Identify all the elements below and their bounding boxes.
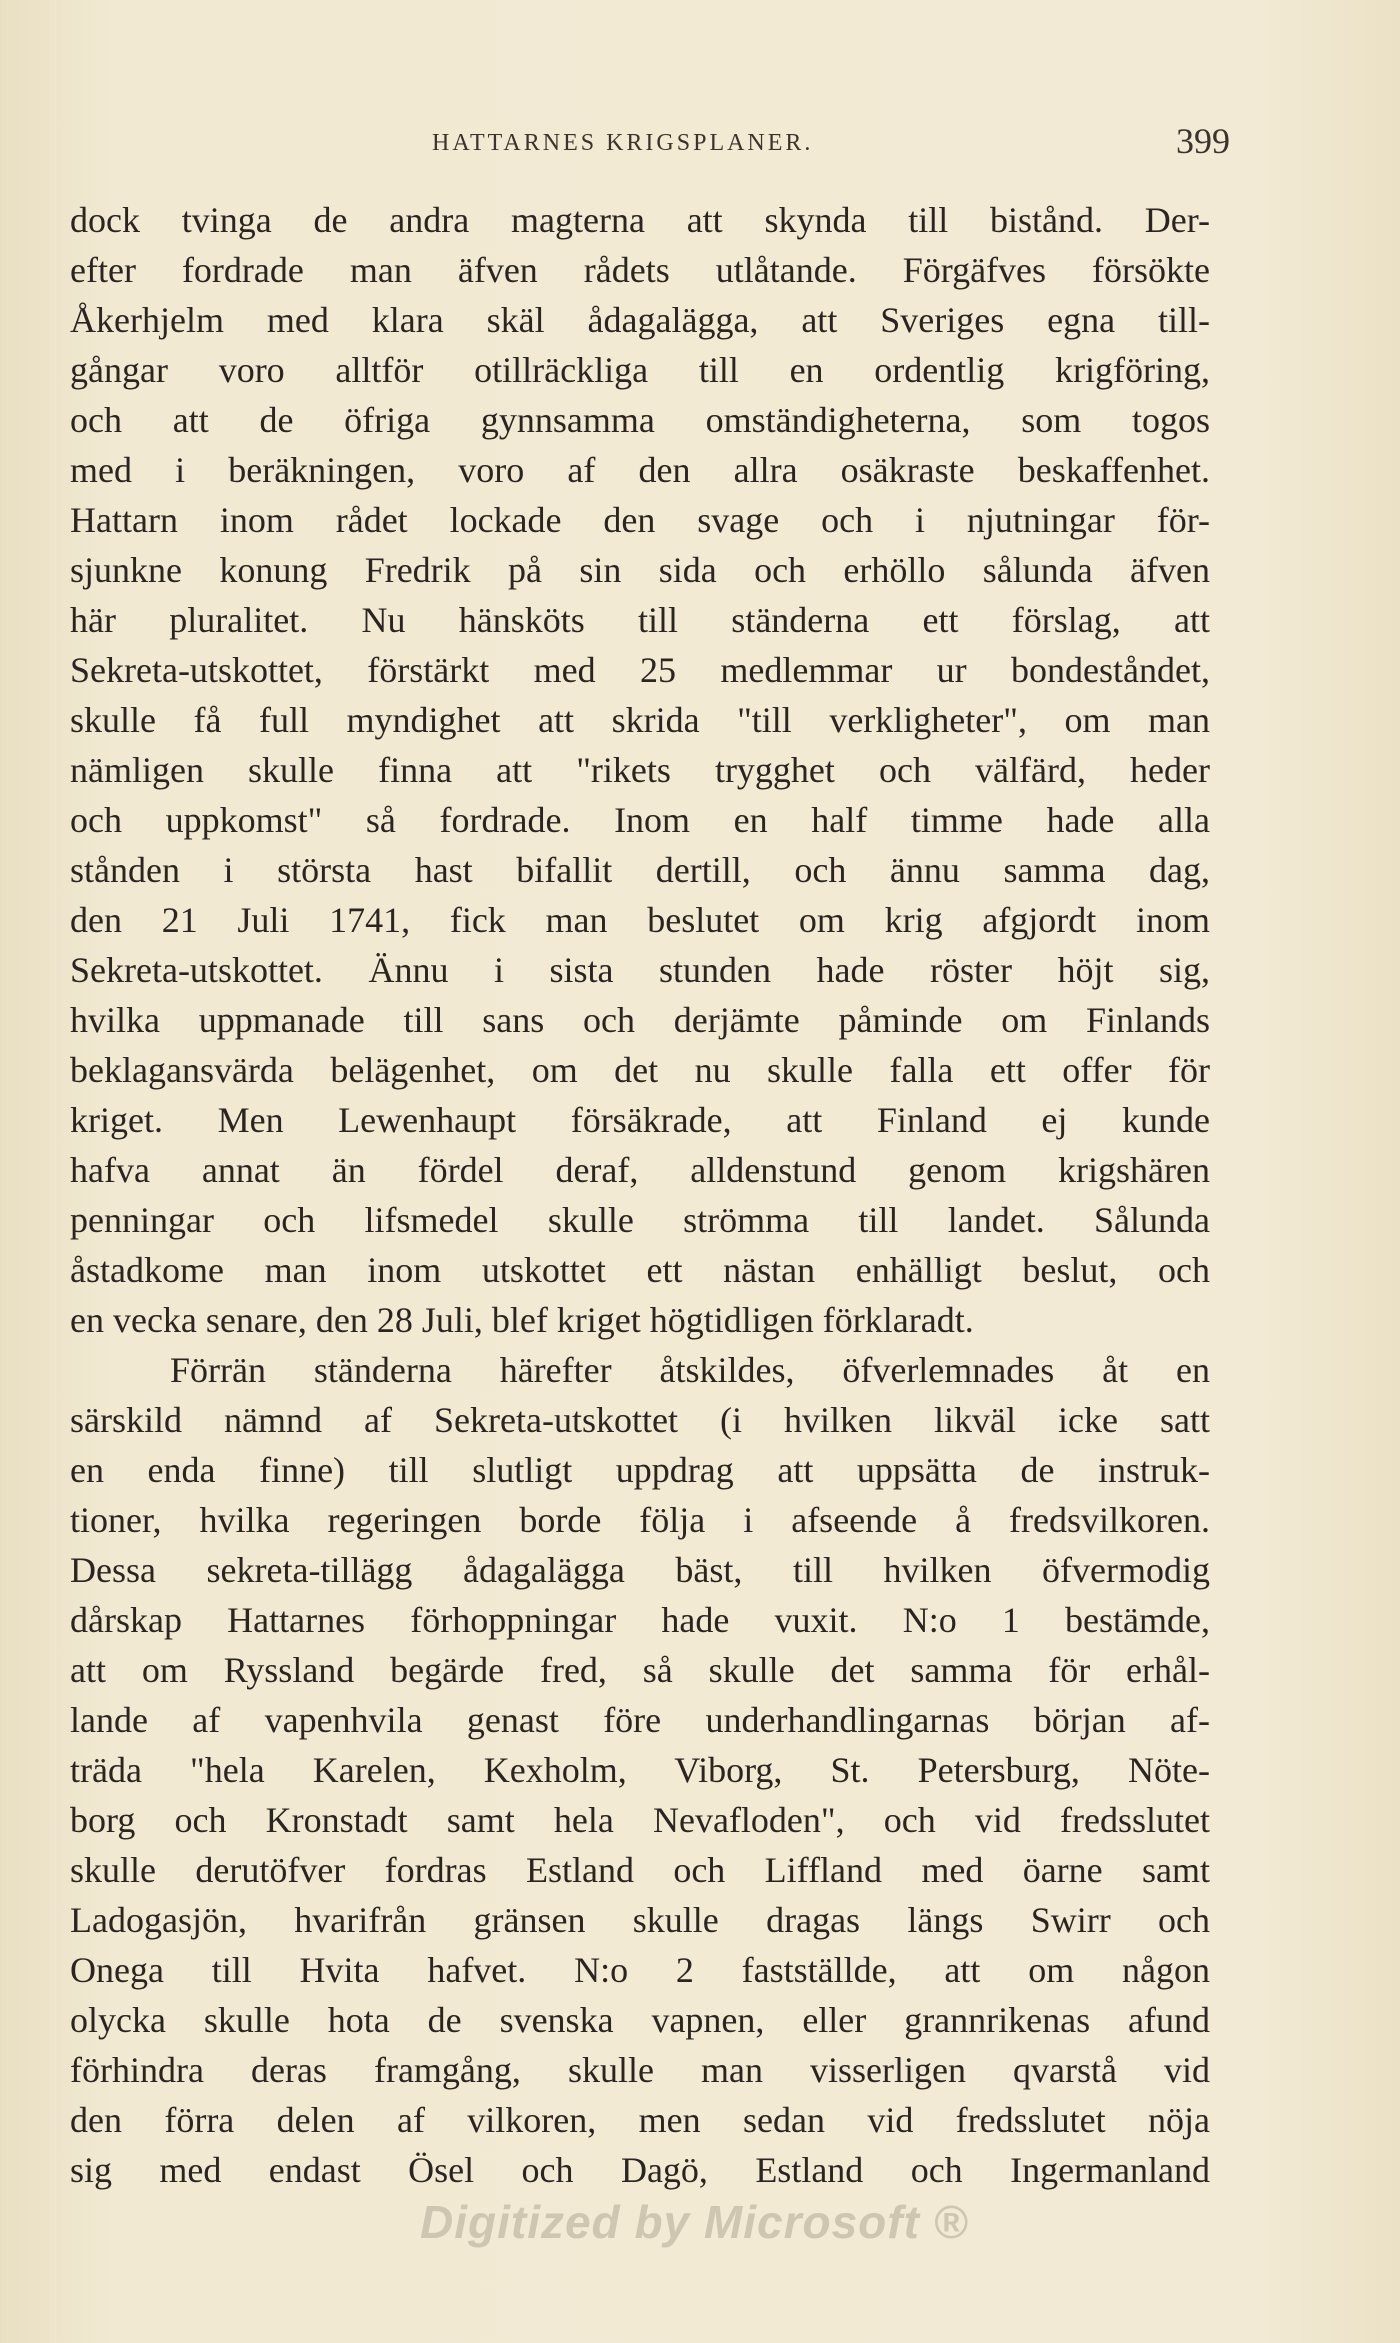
text-line: med i beräkningen, voro af den allra osäkraste beskaffenhet.	[70, 450, 1210, 490]
text-line: dock tvinga de andra magterna att skynda till bistånd. Der-	[70, 200, 1210, 240]
text-line: stånden i största hast bifallit dertill, och ännu samma dag,	[70, 850, 1210, 890]
text-line: sjunkne konung Fredrik på sin sida och erhöllo sålunda äfven	[70, 550, 1210, 590]
text-line: dårskap Hattarnes förhoppningar hade vuxit. N:o 1 bestämde,	[70, 1600, 1210, 1640]
text-line: olycka skulle hota de svenska vapnen, eller grannrikenas afund	[70, 2000, 1210, 2040]
text-line: penningar och lifsmedel skulle strömma till landet. Sålunda	[70, 1200, 1210, 1240]
text-line: förhindra deras framgång, skulle man visserligen qvarstå vid	[70, 2050, 1210, 2090]
page-number: 399	[1176, 121, 1230, 161]
text-line: Dessa sekreta-tillägg ådagalägga bäst, till hvilken öfvermodig	[70, 1550, 1210, 1590]
text-line: en enda finne) till slutligt uppdrag att uppsätta de instruk-	[70, 1450, 1210, 1490]
text-line: beklagansvärda belägenhet, om det nu skulle falla ett offer för	[70, 1050, 1210, 1090]
text-line: skulle derutöfver fordras Estland och Liffland med öarne samt	[70, 1850, 1210, 1890]
text-line: åstadkome man inom utskottet ett nästan enhälligt beslut, och	[70, 1250, 1210, 1290]
text-line: efter fordrade man äfven rådets utlåtande. Förgäfves försökte	[70, 250, 1210, 290]
text-line: Onega till Hvita hafvet. N:o 2 fastställde, att om någon	[70, 1950, 1210, 1990]
text-line: lande af vapenhvila genast före underhandlingarnas början af-	[70, 1700, 1210, 1740]
text-line: Sekreta-utskottet. Ännu i sista stunden hade röster höjt sig,	[70, 950, 1210, 990]
text-line: Hattarn inom rådet lockade den svage och i njutningar för-	[70, 500, 1210, 540]
text-line: Åkerhjelm med klara skäl ådagalägga, att Sveriges egna till-	[70, 300, 1210, 340]
text-line: kriget. Men Lewenhaupt försäkrade, att Finland ej kunde	[70, 1100, 1210, 1140]
text-line: sig med endast Ösel och Dagö, Estland och Ingermanland	[70, 2150, 1210, 2190]
paragraph-end-line: en vecka senare, den 28 Juli, blef kriget högtidligen förklaradt.	[70, 1300, 974, 1340]
text-line: särskild nämnd af Sekreta-utskottet (i hvilken likväl icke satt	[70, 1400, 1210, 1440]
text-line: den 21 Juli 1741, fick man beslutet om krig afgjordt inom	[70, 900, 1210, 940]
text-line: hafva annat än fördel deraf, alldenstund genom krigshären	[70, 1150, 1210, 1190]
running-title: HATTARNES KRIGSPLANER.	[432, 130, 814, 156]
body-text	[70, 195, 1210, 2195]
running-head	[70, 121, 1230, 166]
text-line: tioner, hvilka regeringen borde följa i afseende å fredsvilkoren.	[70, 1500, 1210, 1540]
text-line: borg och Kronstadt samt hela Nevafloden", och vid fredsslutet	[70, 1800, 1210, 1840]
paragraph-start-line: Förrän ständerna härefter åtskildes, öfverlemnades åt en	[170, 1350, 1210, 1390]
text-line: gångar voro alltför otillräckliga till en ordentlig krigföring,	[70, 350, 1210, 390]
text-line: och att de öfriga gynnsamma omständigheterna, som togos	[70, 400, 1210, 440]
text-line: och uppkomst" så fordrade. Inom en half timme hade alla	[70, 800, 1210, 840]
text-line: nämligen skulle finna att "rikets trygghet och välfärd, heder	[70, 750, 1210, 790]
text-line: den förra delen af vilkoren, men sedan vid fredsslutet nöja	[70, 2100, 1210, 2140]
text-line: träda "hela Karelen, Kexholm, Viborg, St. Petersburg, Nöte-	[70, 1750, 1210, 1790]
text-line: Ladogasjön, hvarifrån gränsen skulle dragas längs Swirr och	[70, 1900, 1210, 1940]
text-line: här pluralitet. Nu hänsköts till ständerna ett förslag, att	[70, 600, 1210, 640]
digitization-watermark: Digitized by Microsoft ®	[420, 2196, 969, 2248]
text-line: skulle få full myndighet att skrida "till verkligheter", om man	[70, 700, 1210, 740]
text-line: hvilka uppmanade till sans och derjämte påminde om Finlands	[70, 1000, 1210, 1040]
text-line: att om Ryssland begärde fred, så skulle det samma för erhål-	[70, 1650, 1210, 1690]
text-line: Sekreta-utskottet, förstärkt med 25 medlemmar ur bondeståndet,	[70, 650, 1210, 690]
